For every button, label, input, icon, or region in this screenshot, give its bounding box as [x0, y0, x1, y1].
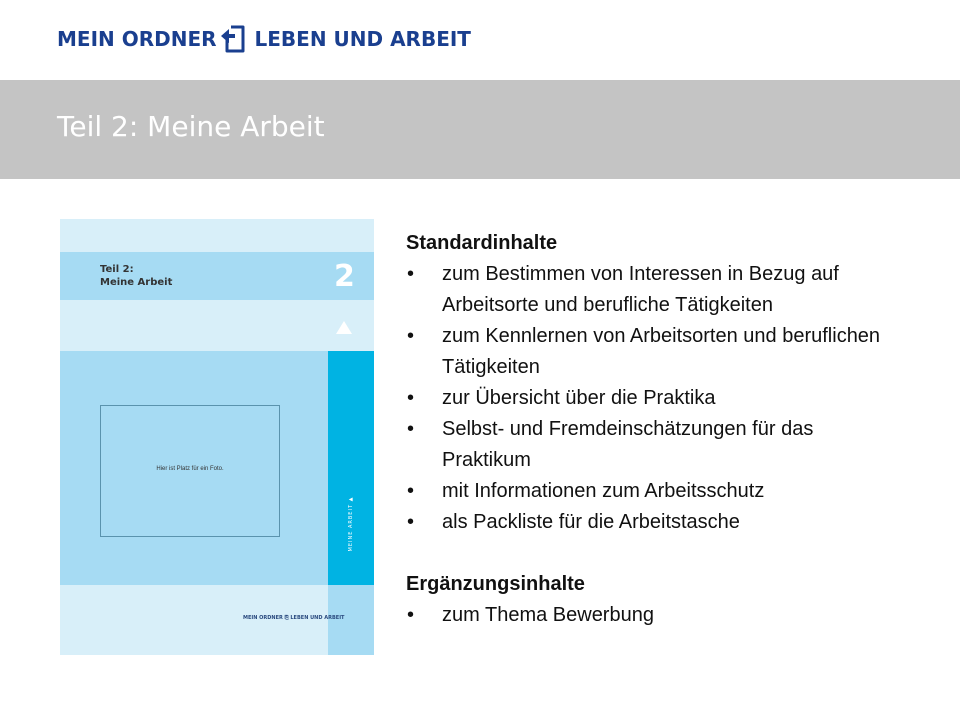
photo-placeholder-text: Hier ist Platz für ein Foto.	[156, 466, 224, 472]
triangle-up-icon	[336, 321, 352, 334]
brand-logo	[57, 24, 471, 54]
list-item	[406, 600, 882, 631]
bullet-icon: •	[407, 263, 415, 285]
list-item-text: mit Informationen zum Arbeitsschutz	[442, 480, 765, 502]
cover-band-top	[60, 219, 328, 252]
bullet-icon: •	[407, 480, 415, 502]
list-item	[406, 383, 882, 414]
page-title: Teil 2: Meine Arbeit	[57, 110, 325, 143]
list-item	[406, 476, 882, 507]
standard-list	[406, 259, 926, 538]
cover-title-line2: Meine Arbeit	[100, 277, 173, 288]
list-item-text: zur Übersicht über die Praktika	[442, 387, 716, 409]
title-band	[0, 80, 960, 179]
list-item	[406, 321, 882, 383]
bullet-icon: •	[407, 418, 415, 440]
cover-band-gap	[60, 300, 328, 351]
logo-text-right: LEBEN UND ARBEIT	[254, 27, 471, 51]
list-item-text: Selbst- und Fremdeinschätzungen für das Praktikum	[442, 418, 814, 471]
list-item-text: zum Thema Bewerbung	[442, 604, 654, 626]
list-item	[406, 507, 882, 538]
list-item-text: zum Kennlernen von Arbeitsorten und beruflichen Tätigkeiten	[442, 325, 881, 378]
cover-tab-upper-light	[328, 219, 374, 252]
cover-mini-logo: MEIN ORDNER ⎘ LEBEN UND ARBEIT	[243, 615, 345, 621]
content-list	[406, 228, 926, 631]
bullet-icon: •	[407, 604, 415, 626]
cover-tab-number: 2	[334, 259, 355, 294]
cover-title-line1: Teil 2:	[100, 264, 134, 275]
list-item-text: als Packliste für die Arbeitstasche	[442, 511, 740, 533]
photo-placeholder	[100, 405, 280, 537]
folder-cover-image	[60, 219, 374, 655]
section-heading-standard: Standardinhalte	[406, 232, 558, 254]
cover-vertical-label: MEINE ARBEIT ▲	[348, 496, 354, 552]
logo-text-left: MEIN ORDNER	[57, 27, 217, 51]
list-item-text: zum Bestimmen von Interessen in Bezug auf Arbeitsorte und berufliche Tätigkeiten	[442, 263, 839, 316]
folder-logo-icon	[219, 24, 253, 54]
bullet-icon: •	[407, 511, 415, 533]
list-item	[406, 414, 882, 476]
bullet-icon: •	[407, 325, 415, 347]
bullet-icon: •	[407, 387, 415, 409]
extra-list	[406, 600, 926, 631]
cover-title	[100, 263, 172, 289]
list-item	[406, 259, 882, 321]
section-heading-extra: Ergänzungsinhalte	[406, 573, 585, 595]
